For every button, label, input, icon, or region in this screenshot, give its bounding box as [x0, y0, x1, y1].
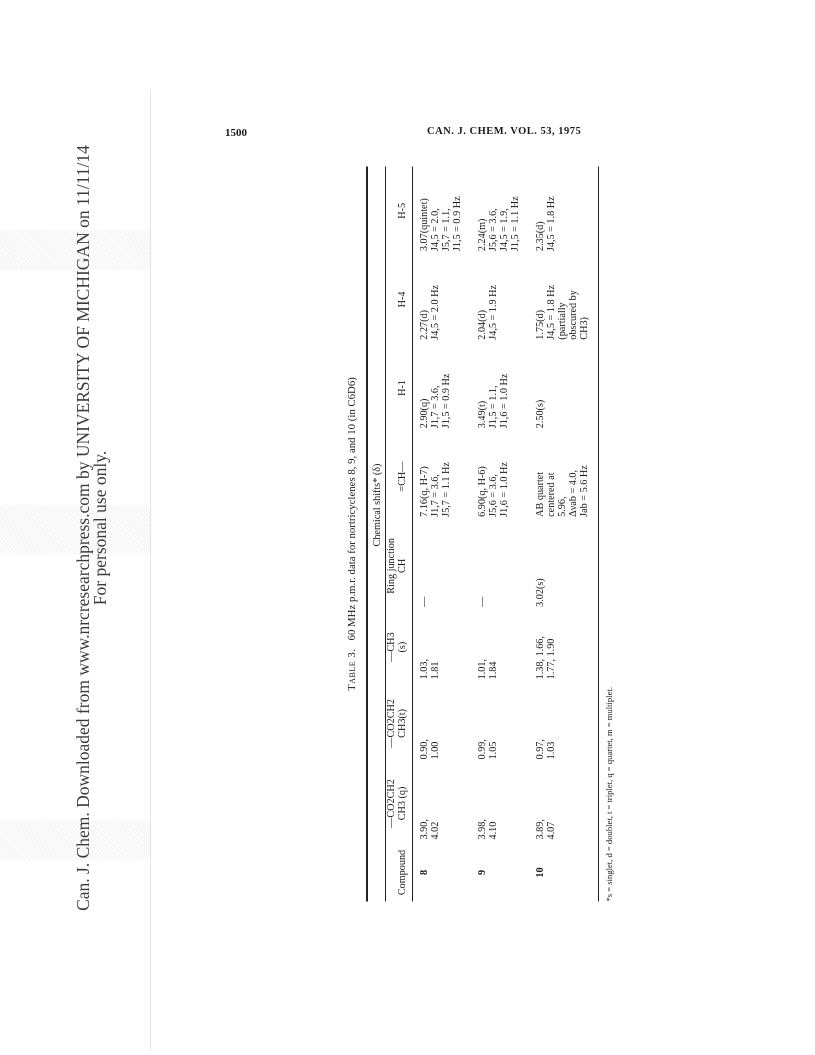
cell-line: 6.90(q, H-6) — [477, 466, 488, 517]
cell-line: (partially — [557, 302, 568, 340]
cell-line: 1.03 — [546, 741, 557, 760]
column-header-line: Compound — [397, 849, 408, 896]
cell-line: 3.07(quintet) — [419, 198, 430, 252]
column-header-line: CH3(t) — [397, 708, 408, 738]
column-header-line: Ring junction — [386, 538, 397, 594]
cell-line: 4.07 — [546, 821, 557, 840]
cell-line: 1.00 — [430, 741, 441, 760]
cell-line: 1.81 — [430, 661, 441, 680]
column-header-line: H-1 — [397, 380, 408, 396]
table-cell — [529, 432, 599, 521]
column-header-line: CH3 (q) — [397, 786, 408, 821]
column-header — [386, 763, 413, 843]
cell-line: 2.35(d) — [535, 221, 546, 252]
column-header — [386, 255, 413, 344]
table-cell — [471, 432, 529, 521]
cell-line: 1.77, 1.90 — [546, 638, 557, 680]
table-cell — [529, 167, 599, 256]
table-cell — [529, 763, 599, 843]
cell-line: — — [477, 596, 488, 607]
cell-line: J5,7 = 1.1, — [441, 208, 452, 252]
cell-line: J4,5 = 1.8 Hz — [546, 196, 557, 252]
cell-line: 1.75(d) — [535, 309, 546, 340]
cell-line: 2.04(d) — [477, 309, 488, 340]
table-row — [471, 167, 529, 902]
cell-line: 3.89, — [535, 819, 546, 840]
cell-line: 0.90, — [419, 739, 430, 760]
compound-id: 8 — [419, 869, 430, 876]
cell-line: J1,5 = 1.1 Hz — [510, 196, 521, 252]
cell-line: J1,5 = 1.1, — [488, 385, 499, 429]
cell-line: 3.98, — [477, 819, 488, 840]
cell-line: CH3) — [579, 317, 590, 340]
column-header — [386, 344, 413, 433]
page-number: 1500 — [225, 127, 247, 139]
caption-text: 60 MHz p.m.r. data for nortricyclenes 8, 9, and 10 (in C6D6) — [346, 377, 358, 641]
table-cell — [413, 763, 472, 843]
table-cell — [471, 763, 529, 843]
column-header-line: CH — [397, 558, 408, 573]
cell-line: 2.24(m) — [477, 218, 488, 252]
cell-line: 3.90, — [419, 819, 430, 840]
download-watermark — [75, 88, 109, 968]
cell-line: J1,5 = 0.9 Hz — [441, 373, 452, 429]
compound-id: 10 — [535, 867, 546, 878]
table-cell — [413, 255, 472, 344]
cell-line: J4,5 = 2.0 Hz — [430, 284, 441, 340]
pmr-table — [366, 167, 600, 902]
table-cell — [529, 344, 599, 433]
cell-line: J1,6 = 1.0 Hz — [499, 462, 510, 517]
cell-line: 0.97, — [535, 739, 546, 760]
column-header-line: —CO2CH2 — [386, 779, 397, 828]
column-header-row — [386, 167, 413, 902]
cell-line: J4,5 = 2.0, — [430, 208, 441, 252]
table-caption — [347, 167, 358, 902]
cell-line: 2.50(s) — [535, 399, 546, 429]
table-cell — [529, 521, 599, 611]
table-cell — [471, 683, 529, 763]
watermark-line: For personal use only. — [90, 450, 110, 606]
cell-line: J5,7 = 1.1 Hz — [441, 462, 452, 517]
table-cell — [413, 167, 472, 256]
column-header-line: =CH— — [397, 461, 408, 492]
table-cell — [529, 255, 599, 344]
column-header-line: —CH3 — [386, 632, 397, 662]
cell-line: 3.49(t) — [477, 400, 488, 429]
cell-line: — — [419, 596, 430, 607]
table-cell — [471, 521, 529, 611]
table-cell — [413, 611, 472, 683]
journal-header: CAN. J. CHEM. VOL. 53, 1975 — [427, 126, 582, 137]
table-cell — [413, 683, 472, 763]
table-footnote: *s = singlet, d = doublet, t = triplet, q = quartet, m = multiplet. — [604, 687, 614, 902]
table-cell — [413, 432, 472, 521]
table-cell — [471, 167, 529, 256]
cell-line: AB quartet — [535, 471, 546, 517]
pmr-data-table-rotated — [341, 167, 651, 902]
cell-line: J1,5 = 0.9 Hz — [452, 196, 463, 252]
column-header — [386, 611, 413, 683]
column-header — [386, 683, 413, 763]
cell-line: J4,5 = 1.9 Hz — [488, 284, 499, 340]
table-cell — [471, 611, 529, 683]
cell-line: J1,7 = 3.6, — [430, 385, 441, 429]
table-cell — [413, 344, 472, 433]
table-row — [413, 167, 472, 902]
cell-line: 2.90(q) — [419, 398, 430, 429]
cell-line: J1,7 = 3.6, — [430, 474, 441, 517]
column-header — [386, 432, 413, 521]
table-cell — [471, 255, 529, 344]
cell-line: 1.38, 1.66, — [535, 636, 546, 680]
group-header-chemical-shifts: Chemical shifts* (δ) — [370, 167, 386, 844]
table-cell — [413, 521, 472, 611]
compound-id: 9 — [477, 869, 488, 876]
table-row — [529, 167, 599, 902]
cell-line: 1.03, — [419, 658, 430, 680]
column-header-line: (s) — [397, 641, 408, 653]
column-header-line: H-5 — [397, 202, 408, 219]
cell-line: 2.27(d) — [419, 309, 430, 340]
cell-line: 0.99, — [477, 739, 488, 760]
cell-line: Jab = 5.6 Hz — [579, 465, 590, 517]
cell-line: 1.84 — [488, 661, 499, 680]
column-header-line: H-4 — [397, 291, 408, 308]
caption-label: Table 3. — [346, 648, 358, 691]
cell-line: J4,5 = 1.8 Hz — [546, 284, 557, 340]
cell-line: 4.02 — [430, 821, 441, 840]
cell-line: 5.96, — [557, 496, 568, 517]
watermark-line: Can. J. Chem. Downloaded from www.nrcresearchpress.com by UNIVERSITY OF MICHIGAN on 11/11/14 — [73, 145, 93, 911]
cell-line: J1,6 = 1.0 Hz — [499, 373, 510, 429]
cell-line: 1.01, — [477, 658, 488, 680]
cell-line: 7.16(q, H-7) — [419, 466, 430, 517]
table-cell — [529, 683, 599, 763]
cell-line: 3.02(s) — [535, 578, 546, 607]
cell-line: 1.05 — [488, 741, 499, 760]
table-body — [413, 167, 599, 902]
column-header — [386, 844, 413, 902]
scan-page-edge — [150, 90, 151, 1050]
column-header-line: —CO2CH2 — [386, 699, 397, 748]
column-header — [386, 167, 413, 256]
cell-line: centered at — [546, 472, 557, 517]
column-header — [386, 521, 413, 611]
cell-line: J5,6 = 3.6, — [488, 474, 499, 517]
cell-line: J5,6 = 3.6, — [488, 208, 499, 252]
cell-line: obscured by — [568, 290, 579, 340]
cell-line: 4.10 — [488, 821, 499, 840]
table-cell — [529, 611, 599, 683]
cell-line: Δνab = 4.0, — [568, 469, 579, 517]
table-cell — [471, 344, 529, 433]
cell-line: J4,5 = 1.9, — [499, 208, 510, 252]
